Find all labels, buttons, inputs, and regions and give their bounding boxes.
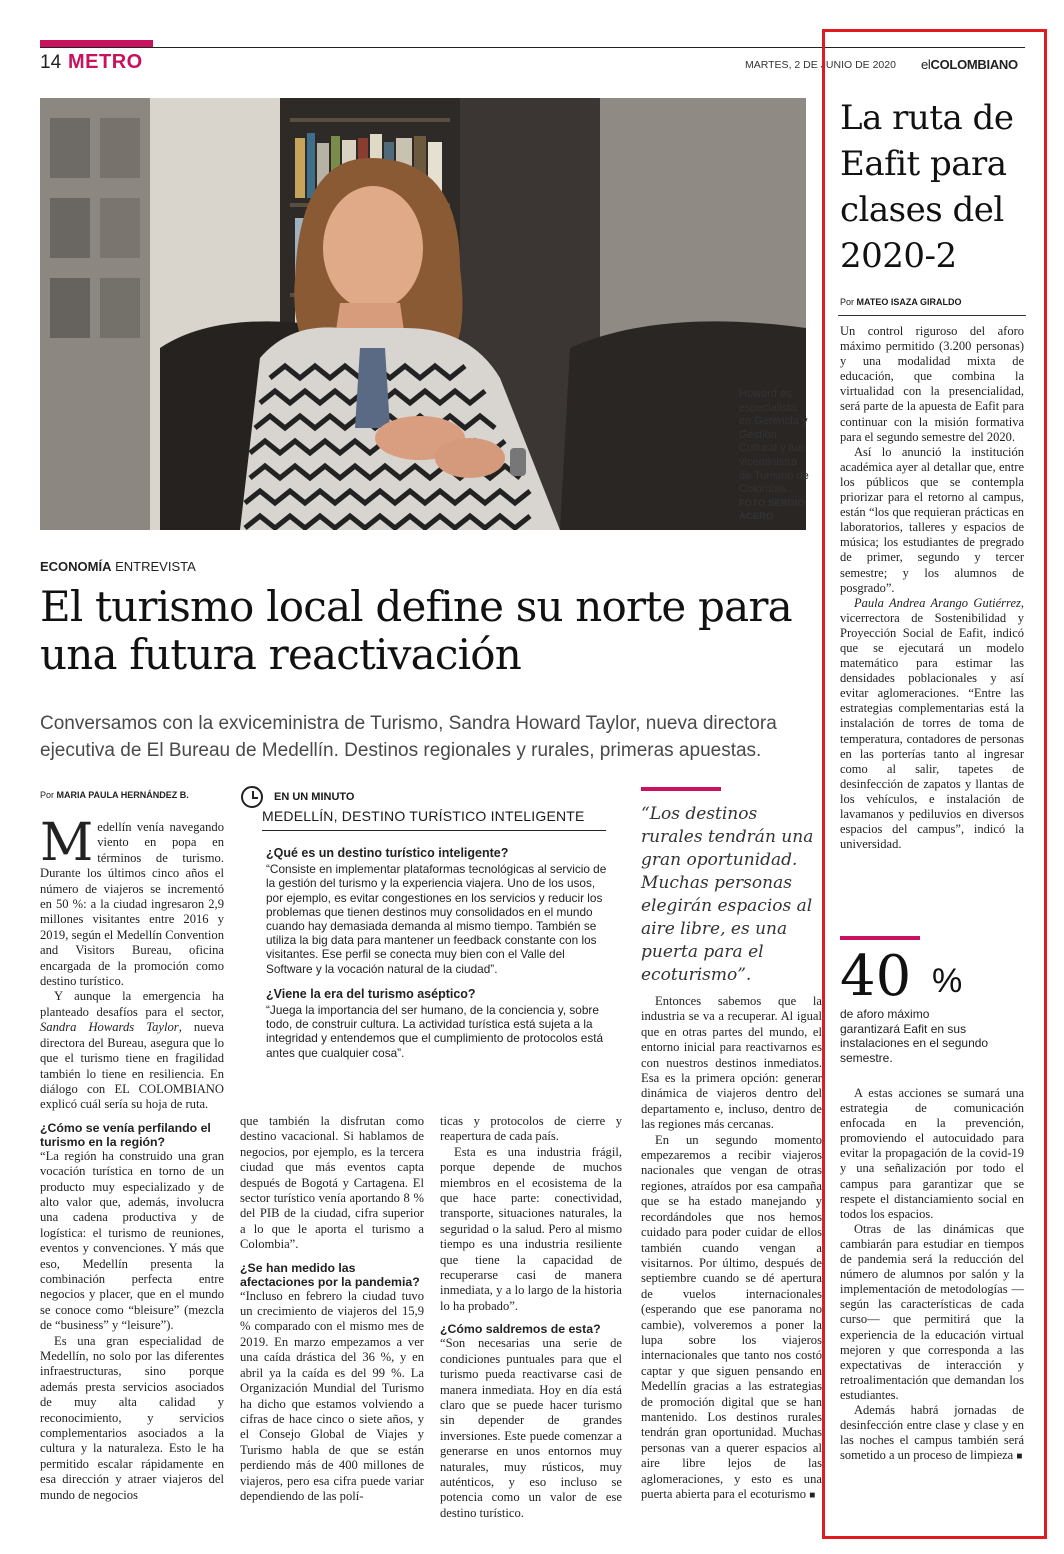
end-mark: ■	[809, 1490, 816, 1501]
paragraph: Así lo anunció la institución académica ayer al detallar que, entre los públicos que se contempla priorizar para el retorno al campus, están “los que requieran prácticas en laboratorios, talleres y espacios de música; los estudiantes de pregrado de primer, segundo y tercer semestre; y los alumnos de posgrado”.	[840, 444, 1024, 595]
caption-text: Howard es especialista en Gerencia y Gestión Cultural y fue viceministra de Turismo de Colombia.	[739, 388, 809, 496]
box-subheading: MEDELLÍN, DESTINO TURÍSTICO INTELIGENTE	[262, 808, 606, 831]
box-answer: “Juega la importancia del ser humano, de la conciencia y, sobre todo, de construir cultura. La actividad turística está sujeta a la integridad y entendemos que el cumplimiento de protocolos está antes que cualquier cosa”.	[266, 1003, 604, 1060]
quote-accent-bar	[641, 787, 721, 791]
page-number: 14	[40, 52, 62, 73]
sidebar-body	[840, 324, 1024, 852]
interview-answer: “La región ha construido una gran vocación turística en torno de un producto muy especializado y de alto valor que, además, involucra una cadena productiva y de logística: el turismo de reuniones, eventos y convenciones. Y más que eso, Medellín presenta la combinación perfecta entre negocios y placer, que en el mundo se conoce como “bleisure” (mezcla de “business” y “leisure”).	[40, 1148, 224, 1333]
interview-answer: “Son necesarias una serie de condiciones puntuales para que el turismo pueda reactivarse casi de manera inmediata. Hoy en día está claro que se puede hacer turismo sin depender de grandes inversiones. Este puede comenzar a generarse en unos entornos muy naturales, muy rústicos, muy auténticos, y eso incluso se potencia como un valor de ese destino turístico.	[440, 1336, 622, 1520]
paragraph: Es una gran especialidad de Medellín, no solo por las diferentes infraestructuras, sino porque además presta servicios asociados de muy alta calidad y reconocimiento, y servicios complementarios asociados a la cultura y la naturaleza. Esto le ha permitido escalar rápidamente en esa dirección y atraer viajeros del mundo de negocios	[40, 1333, 224, 1502]
paragraph: Otras de las dinámicas que cambiarán para estudiar en tiempos de pandemia será la reducción del número de alumnos por salón y la implementación de metodologías —según las características de cada curso— que permitirá que la experiencia de la educación virtual mejoren y que corresponda a las expectativas de interacción y retroalimentación que demandan los estudiantes.	[840, 1221, 1024, 1402]
pull-quote: “Los destinos rurales tendrán una gran oportunidad. Muchas personas elegirán espacios al aire libre, es una puerta para el ecoturismo”.	[641, 804, 814, 985]
lead-paragraph: Medellín venía navegando viento en popa en términos de turismo. Durante los últimos cinco años el número de viajeros se incrementó en 50 %: a la ciudad ingresaron 2,9 millones visitantes entre 2016 y 2019, según el Medellín Convention and Visitors Bureau, oficina encargada de la promoción como destino turístico.	[40, 813, 224, 989]
paragraph: En un segundo momento empezaremos a recibir viajeros nacionales que vengan de otras regiones, atraídos por esa campaña que se ha estado manejando y recordándoles que nos hemos cuidado para poder cuidar de ellos también cuando vengan a visitarnos. Por último, después de septiembre cuando se dé apertura de vuelos internacionales (esperando que ese panorama no cambie), volveremos a poner la lupa sobre los viajeros internacionales que tanto nos costó captar y que siguen pensando en Medellín gracias a las estrategias de promoción digital que se han mantenido. Los destinos rurales tendrán gran oportunidad. Muchas personas van a querer espacios al aire libre lejos de las aglomeraciones, y esto es una puerta abierta para el ecoturismo ■	[641, 1132, 822, 1501]
paragraph: Paula Andrea Arango Gutiérrez, vicerrectora de Sostenibilidad y Proyección Social de Eafit, indicó que se ejecutará un modelo matemático para estimar las densidades poblacionales y así evitar aglomeraciones. “Entre las estrategias complementarias está la instalación de torres de toma de temperatura, contadores de personas en las porterías tanto al ingresar como al salir, tapetes de desinfección de zapatos y llantas de los vehículos, e instalación de lavamanos y pediluvios en diversos espacios del campus”, indicó la universidad.	[840, 595, 1024, 852]
article-photo	[40, 98, 806, 530]
stat-description: de aforo máximo garantizará Eafit en sus instalaciones en el segundo semestre.	[840, 1007, 989, 1065]
article-byline: Por MARIA PAULA HERNÁNDEZ B.	[40, 790, 189, 800]
photo-credit: FOTO SERGIO ACERO	[739, 497, 805, 523]
sidebar-rule	[838, 315, 1026, 316]
paragraph: que también la disfrutan como destino vacacional. Si hablamos de negocios, por ejemplo, es la tercera ciudad que más eventos capta después de Bogotá y Cartagena. El sector turístico venía aportando 8 % del PIB de la ciudad, cifra superior a lo que le aporta el turismo a Colombia”.	[240, 1114, 424, 1252]
paragraph: Esta es una industria frágil, porque depende de muchos miembros en el ecosistema de la que hace parte: conectividad, transporte, situaciones naturales, la seguridad o la salud. Pero al mismo tiempo es una industria resiliente que tiene la capacidad de recuperarse casi de manera inmediata, y a lo largo de la historia lo ha probado”.	[440, 1144, 622, 1313]
stat-accent-bar	[840, 936, 920, 940]
section-name: METRO	[68, 51, 143, 73]
portrait-illustration	[40, 98, 806, 530]
interview-question: ¿Cómo se venía perfilando el turismo en la región?	[40, 1120, 211, 1149]
paragraph: A estas acciones se sumará una estrategia de comunicación enfocada en la prevención, promoviendo el autocuidado para evitar la propagación de la covid-19 y una señalización por todo el campus para garantizar que se respete el distanciamiento social en todos los espacios.	[840, 1086, 1024, 1221]
interview-question: ¿Se han medido las afectaciones por la pandemia?	[240, 1260, 420, 1289]
sidebar-byline: Por MATEO ISAZA GIRALDO	[840, 297, 962, 307]
newspaper-logo: elCOLOMBIANO	[921, 57, 1018, 72]
sidebar-body-continued	[840, 1086, 1024, 1464]
article-column-3	[440, 1114, 622, 1521]
dropcap: M	[40, 813, 94, 873]
box-question: ¿Viene la era del turismo aséptico?	[266, 986, 476, 1001]
box-heading: EN UN MINUTO	[274, 791, 355, 803]
sidebar-title: La ruta de Eafit para clases del 2020-2	[840, 98, 1014, 276]
article-kicker: ECONOMÍA ENTREVISTA	[40, 559, 196, 574]
issue-date: MARTES, 2 DE JUNIO DE 2020	[745, 59, 896, 71]
box-body	[266, 846, 608, 1071]
paragraph: Entonces sabemos que la industria se va a recuperar. Al igual que en otras partes del mundo, el entorno inicial para reactivarnos es con nuestros destinos inmediatos. Esa es la primera opción: generar dinámica de viajeros dentro del departamento e, incluso, dentro de las regiones más cercanas.	[641, 994, 822, 1132]
stat-value: 40	[840, 944, 912, 1009]
paragraph: Un control riguroso del aforo máximo permitido (3.200 personas) y una modalidad mixta de educación, que combina la virtualidad con la presencialidad, será parte de la apuesta de Eafit para continuar con la misión formativa para el segundo semestre del 2020.	[840, 324, 1024, 444]
photo-caption	[739, 388, 811, 524]
interview-question: ¿Cómo saldremos de esta?	[440, 1322, 601, 1337]
article-column-4	[641, 994, 822, 1503]
stat-unit: %	[932, 962, 963, 1000]
paragraph: ticas y protocolos de cierre y reapertura de cada país.	[440, 1114, 622, 1144]
header-accent-bar	[40, 40, 153, 47]
article-column-1	[40, 813, 224, 1503]
box-answer: “Consiste en implementar plataformas tecnológicas al servicio de la gestión del turismo y la experiencia viajera. Uno de los usos, por ejemplo, es evitar congestiones en los servicios y reducir los problemas que tienen destinos muy consolidados en el mundo cuando hay demasiada demanda al mismo tiempo. También se utiliza la big data para mantener un feedback constante con los visitantes. Ese perfil se conecta muy bien con el Valle del Software y la vocación natural de la ciudad”.	[266, 862, 607, 976]
article-headline: El turismo local define su norte para una futura reactivación	[40, 582, 792, 679]
end-mark: ■	[1016, 1451, 1023, 1463]
paragraph: Además habrá jornadas de desinfección entre clase y clase y en las noches el campus también será sometido a un proceso de limpieza ■	[840, 1402, 1024, 1463]
box-question: ¿Qué es un destino turístico inteligente?	[266, 846, 509, 860]
clock-icon	[241, 786, 263, 808]
article-dek: Conversamos con la exviceministra de Turismo, Sandra Howard Taylor, nueva directora ejecutiva de El Bureau de Medellín. Destinos regionales y rurales, primeras apuestas.	[40, 713, 777, 761]
article-column-2	[240, 1114, 424, 1504]
interview-answer: “Incluso en febrero la ciudad tuvo un crecimiento de viajeros del 15,9 % comparado con el mismo mes de 2019. En marzo empezamos a ver una caída drástica del 36 %, y en abril ya la caída es del 99 %. La Organización Mundial del Turismo ha dicho que estamos volviendo a cifras de hace cinco o siete años, y el Consejo Global de Viajes y Turismo habla de que se están perdiendo más de 400 millones de viajeros, pero esa cifra puede variar dependiendo de las polí-	[240, 1288, 424, 1503]
paragraph: Y aunque la emergencia ha planteado desafíos para el sector, Sandra Howards Taylor, nueva directora del Bureau, asegura que lo que el turismo tiene en fragilidad también lo tiene en resiliencia. En diálogo con EL COLOMBIANO explicó cuál sería su hoja de ruta.	[40, 989, 224, 1112]
